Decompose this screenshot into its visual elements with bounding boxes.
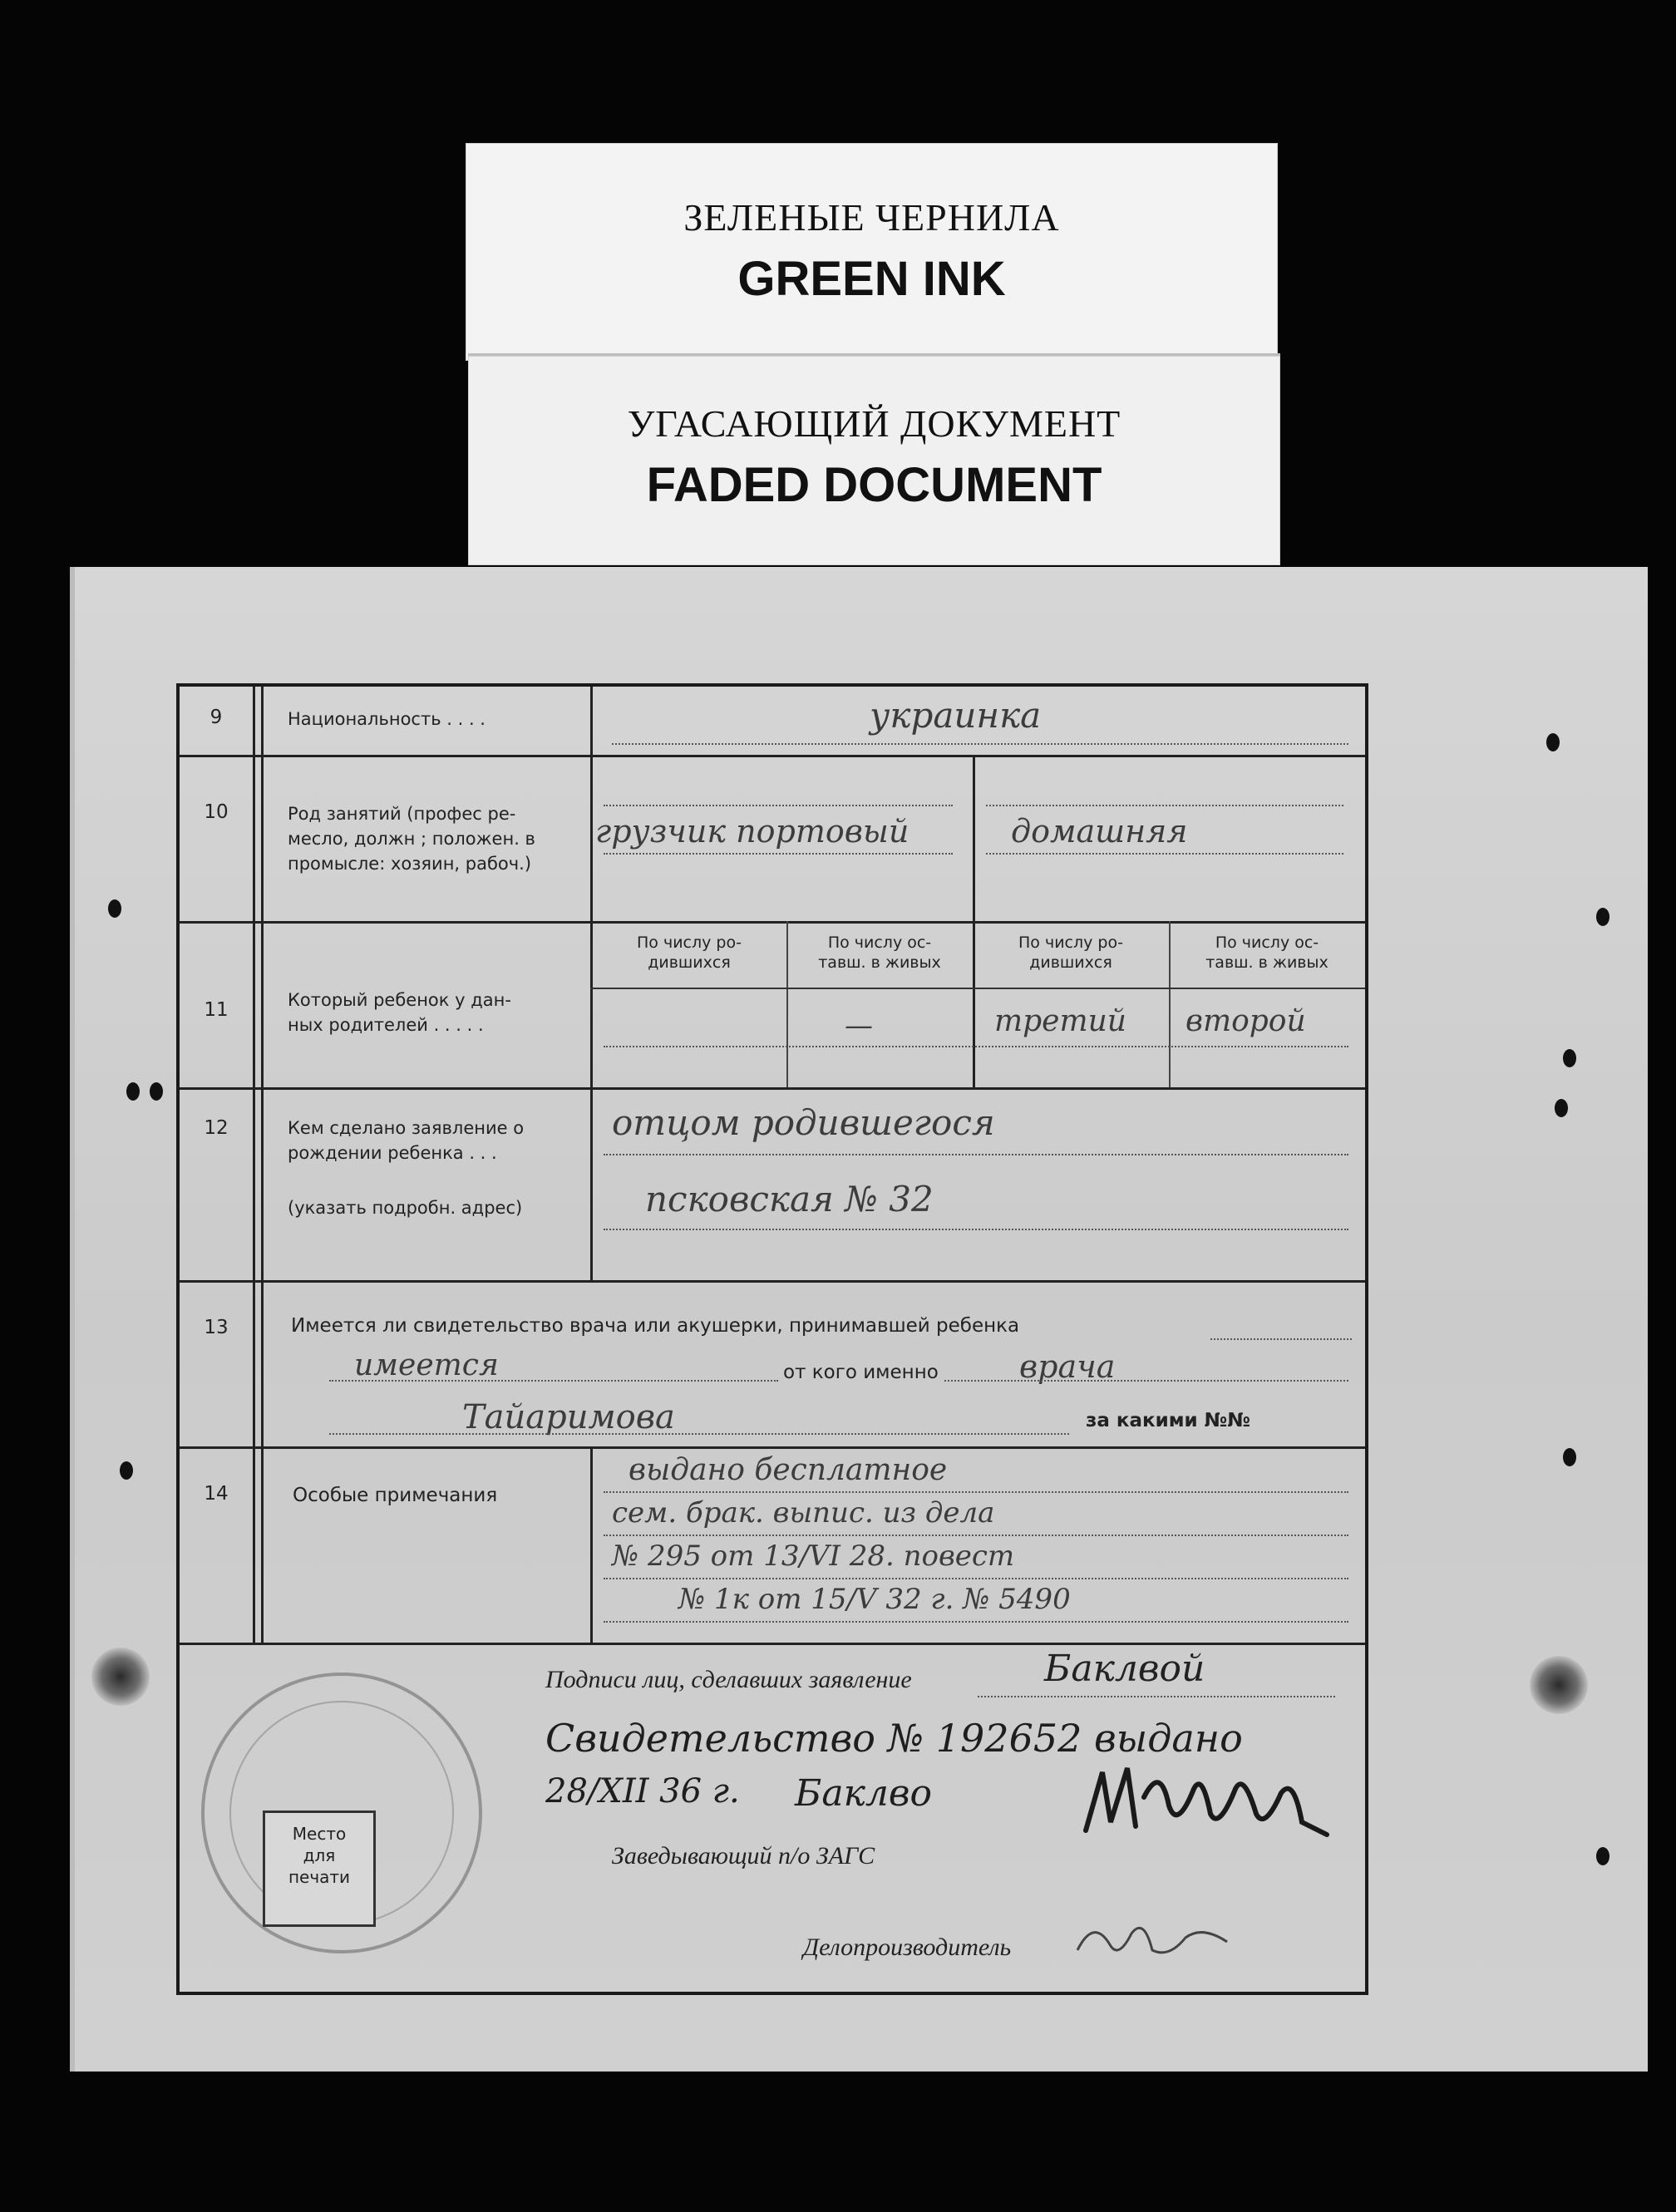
handwritten-father-occupation: грузчик портовый: [595, 813, 909, 850]
row-number: 10: [204, 801, 229, 823]
row-number: 11: [204, 999, 229, 1021]
punch-hole: [126, 1082, 140, 1101]
row-occupation: [180, 755, 1365, 924]
faded-document-notice-card: [468, 356, 1280, 565]
column-header: По числу ос- тавш. в живых: [818, 934, 941, 972]
stamp-place-box: Место для печати: [263, 1810, 376, 1927]
row-number: 14: [204, 1483, 229, 1505]
numbers-label: за какими №№: [1086, 1410, 1251, 1431]
from-whom-label: от кого именно: [783, 1362, 939, 1383]
row-nationality: [180, 687, 1365, 757]
stain-mark: [91, 1648, 150, 1706]
handwritten-remark-line: выдано бесплатное: [628, 1453, 948, 1487]
handwritten-remark-line: сем. брак. выпис. из дела: [612, 1496, 995, 1530]
handwritten-value: —: [845, 1009, 873, 1042]
row-child-order: [180, 921, 1365, 1090]
faded-label-ru: УГАСАЮЩИЙ ДОКУМЕНТ: [627, 402, 1121, 445]
field-label: Национальность . . . .: [288, 709, 486, 729]
clerk-signature-scribble: [1069, 1909, 1235, 1967]
column-header: По числу ос- тавш. в живых: [1205, 934, 1328, 972]
field-label-address: (указать подробн. адрес): [288, 1198, 523, 1218]
applicant-signature-label: Подписи лиц, сделавших заявление: [545, 1666, 912, 1693]
handwritten-address: псковская № 32: [645, 1179, 934, 1219]
punch-hole: [1596, 908, 1609, 926]
handwritten-name: Тайаримова: [462, 1398, 675, 1436]
punch-hole: [1546, 733, 1560, 751]
punch-hole: [1555, 1099, 1568, 1117]
faded-label-en: FADED DOCUMENT: [646, 458, 1102, 512]
handwritten-value: третий: [994, 1004, 1126, 1038]
row-number: 9: [210, 707, 223, 728]
zags-head-label: Заведывающий п/о ЗАГС: [612, 1842, 875, 1870]
field-label: Род занятий (профес ре- месло, должн ; положен. в промысле: хозяин, рабоч.): [288, 804, 535, 874]
column-header: По числу ро- дившихся: [637, 934, 742, 972]
clerk-label: Делопроизводитель: [803, 1934, 1012, 1961]
row-declarant: [180, 1087, 1365, 1283]
handwritten-mother-occupation: домашняя: [1011, 813, 1188, 850]
row-number: 12: [204, 1117, 229, 1139]
punch-hole: [1563, 1049, 1576, 1067]
field-label: Кем сделано заявление о рождении ребенка . . .: [288, 1118, 525, 1163]
punch-hole: [120, 1461, 133, 1480]
punch-hole: [150, 1082, 163, 1101]
handwritten-remark-line: № 295 от 13/VI 28. повест: [612, 1540, 1015, 1573]
stain-mark: [1530, 1656, 1588, 1714]
green-ink-notice-card: [466, 143, 1278, 361]
handwritten-date: 28/XII 36 г.: [545, 1772, 740, 1810]
head-signature-scribble: [1077, 1756, 1343, 1847]
field-label: Который ребенок у дан- ных родителей . . . . .: [288, 990, 511, 1035]
handwritten-declarant: отцом родившегося: [612, 1102, 995, 1143]
punch-hole: [1563, 1448, 1576, 1466]
handwritten-remark-line: № 1к от 15/V 32 г. № 5490: [678, 1583, 1071, 1616]
handwritten-from-whom: врача: [1019, 1348, 1116, 1385]
handwritten-value: второй: [1186, 1004, 1306, 1038]
recipient-signature: Баклво: [795, 1772, 932, 1815]
green-ink-label-ru: ЗЕЛЕНЫЕ ЧЕРНИЛА: [683, 196, 1060, 239]
handwritten-answer: имеется: [354, 1348, 499, 1382]
document-sheet: [70, 567, 1648, 2072]
applicant-signature: Баклвой: [1044, 1648, 1205, 1690]
punch-hole: [108, 899, 121, 918]
certificate-question: Имеется ли свидетельство врача или акушерки, принимавшей ребенка: [291, 1315, 1020, 1337]
birth-record-form: [176, 683, 1368, 1995]
row-remarks: [180, 1446, 1365, 1645]
row-number: 13: [204, 1317, 229, 1338]
punch-hole: [1596, 1847, 1609, 1865]
field-label: Особые примечания: [293, 1485, 498, 1506]
handwritten-value: украинка: [870, 695, 1042, 736]
handwritten-certificate-line: Свидетельство № 192652 выдано: [545, 1716, 1243, 1761]
row-certificate: [180, 1280, 1365, 1449]
column-header: По числу ро- дившихся: [1018, 934, 1123, 972]
green-ink-label-en: GREEN INK: [737, 252, 1006, 306]
